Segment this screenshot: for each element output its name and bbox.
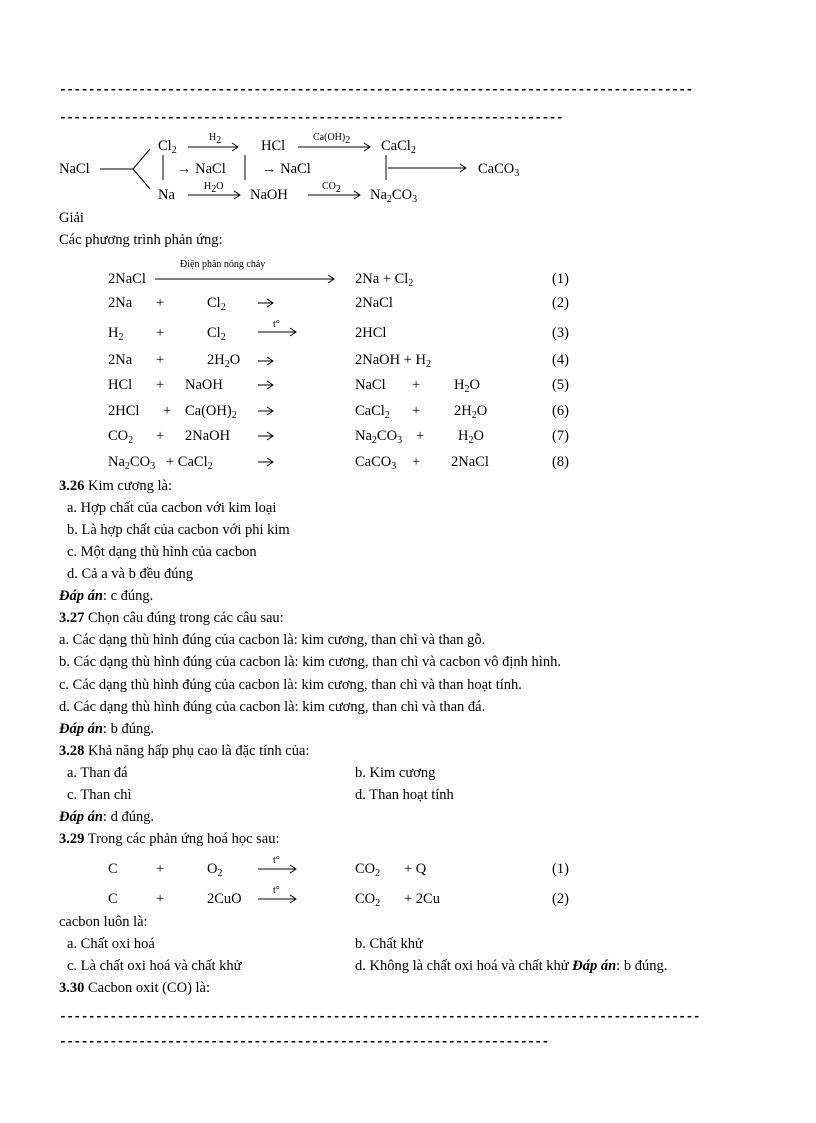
scheme-hcl: HCl bbox=[261, 138, 286, 154]
solution-heading: Giải bbox=[59, 210, 84, 226]
scheme-na2co3: $Na_2CO_3$ bbox=[370, 187, 418, 205]
option-a: a. Chất oxi hoá bbox=[67, 936, 155, 952]
heat-label: t° bbox=[273, 885, 280, 896]
option-b: b. Chất khử bbox=[355, 936, 423, 952]
scheme-cacl2: CaCl$_2$ bbox=[381, 138, 416, 156]
option-b: b. Kim cương bbox=[355, 765, 436, 781]
scheme-caco3: CaCO$_3$ bbox=[478, 161, 520, 179]
scheme-naoh: NaOH bbox=[250, 187, 288, 203]
answer: Đáp án: b đúng. bbox=[59, 721, 155, 737]
heat-label: t° bbox=[273, 319, 280, 330]
question-heading: 3.28 Khả năng hấp phụ cao là đặc tính của: bbox=[59, 743, 310, 759]
scheme-cl2: $Cl_2$ bbox=[158, 138, 177, 156]
dashed-rule-top-2: ---------------------------------------------------------------------- bbox=[59, 110, 564, 125]
scheme-nacl-2: → NaCl bbox=[177, 161, 226, 177]
question-heading: 3.27 Chọn câu đúng trong các câu sau: bbox=[59, 610, 284, 626]
scheme-h2o-label: $H_2O$ bbox=[204, 181, 224, 195]
scheme-caoh2-label: $Ca(OH)_2$ bbox=[313, 132, 351, 146]
option-a: a. Các dạng thù hình đúng của cacbon là: kim cương, than chì và than gỗ. bbox=[59, 632, 486, 648]
option-d: d. Các dạng thù hình đúng của cacbon là: kim cương, than chì và than đá. bbox=[59, 699, 486, 715]
option-d: d. Than hoạt tính bbox=[355, 787, 454, 803]
heat-label: t° bbox=[273, 855, 280, 866]
scheme-na: Na bbox=[158, 187, 175, 203]
scheme-co2-label: $CO_2$ bbox=[322, 181, 341, 195]
option-d-and-answer: d. Không là chất oxi hoá và chất khử Đáp án: b đúng. bbox=[355, 958, 668, 974]
answer: Đáp án: c đúng. bbox=[59, 588, 154, 604]
electrolysis-label: Điện phân nóng chảy bbox=[180, 259, 266, 270]
option-c: c. Các dạng thù hình đúng của cacbon là: kim cương, than chì và than hoạt tính. bbox=[59, 677, 522, 693]
answer: Đáp án: d đúng. bbox=[59, 809, 155, 825]
option-c: c. Một dạng thù hình của cacbon bbox=[67, 544, 257, 560]
scheme-nacl: NaCl bbox=[59, 161, 90, 177]
dashed-rule-top-1: ---------------------------------------------------------------------------------------- bbox=[59, 82, 693, 97]
option-a: a. Hợp chất của cacbon với kim loại bbox=[67, 500, 277, 516]
dashed-rule-bottom-1: ----------------------------------------------------------------------------------------- bbox=[59, 1009, 700, 1024]
option-d: d. Cả a và b đều đúng bbox=[67, 566, 194, 582]
option-c: c. Than chì bbox=[67, 787, 132, 803]
option-b: b. Các dạng thù hình đúng của cacbon là: kim cương, than chì và cacbon vô định hình. bbox=[59, 654, 561, 670]
option-b: b. Là hợp chất của cacbon với phi kim bbox=[67, 522, 290, 538]
dashed-rule-bottom-2: -------------------------------------------------------------------- bbox=[59, 1034, 549, 1049]
question-heading: 3.29 Trong các phản ứng hoá học sau: bbox=[59, 831, 280, 847]
question-heading: 3.26 Kim cương là: bbox=[59, 478, 172, 494]
option-a: a. Than đá bbox=[67, 765, 128, 781]
question-tail: cacbon luôn là: bbox=[59, 914, 148, 930]
question-3-30-heading: 3.30 Cacbon oxit (CO) là: bbox=[59, 980, 211, 996]
option-c: c. Là chất oxi hoá và chất khử bbox=[67, 958, 242, 974]
scheme-nacl-3: → NaCl bbox=[262, 161, 311, 177]
scheme-h2-label: $H_2$ bbox=[209, 132, 222, 146]
equations-intro: Các phương trình phản ứng: bbox=[59, 232, 223, 248]
